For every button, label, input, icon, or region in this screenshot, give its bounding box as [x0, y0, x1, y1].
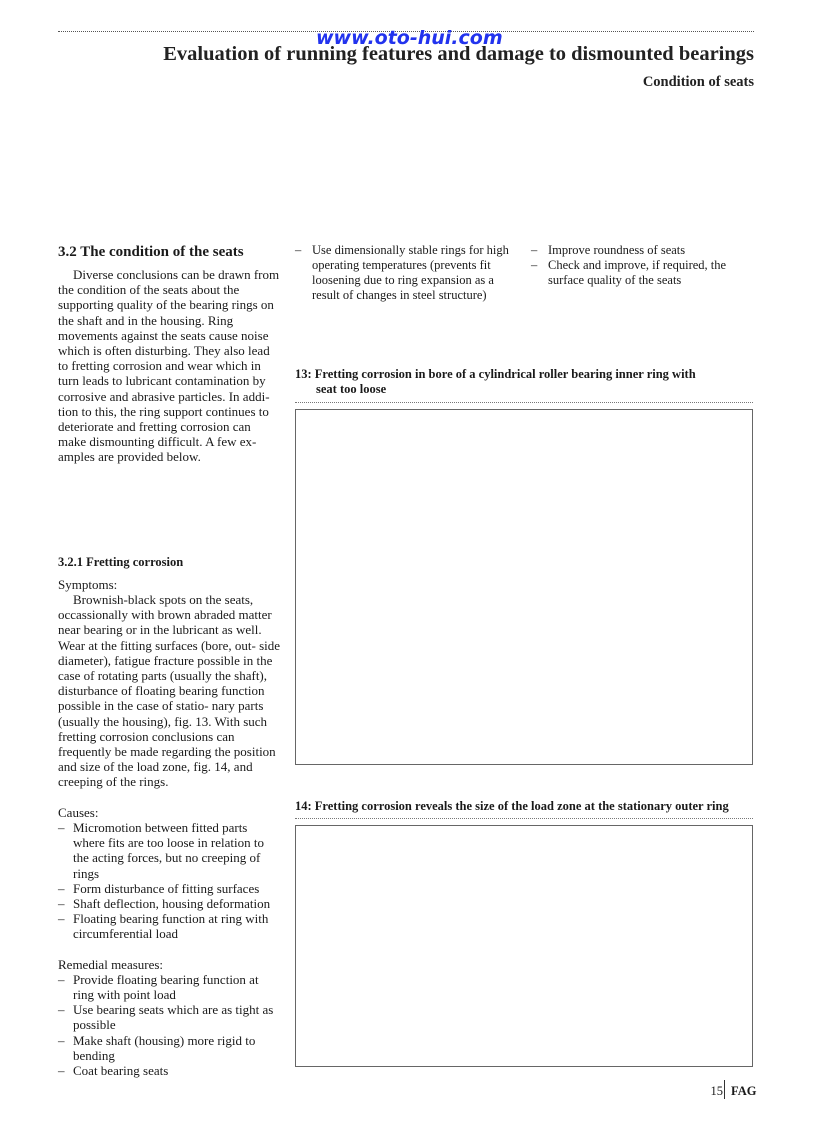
remedial-list	[58, 972, 282, 1078]
left-column	[58, 243, 282, 1078]
symptoms-body: Brownish-black spots on the seats, occassionally with brown abraded matter near bearing or in the lubricant as well. Wear at the fitting surfaces (bore, out- side diameter), fatigue fracture possible in the case of rotating parts (usually the shaft), disturbance of floating bearing function possible in the case of statio- nary parts (usually the housing), fig. 13. With such fretting corrosion conclusions can frequently be made regarding the position and size of the load zone, fig. 14, and creeping of the rings.	[58, 592, 281, 790]
brand-label: FAG	[731, 1084, 757, 1098]
figure-13-caption-line2: seat too loose	[316, 382, 387, 396]
list-item: – Improve roundness of seats	[531, 243, 754, 258]
list-item: – Use bearing seats which are as tight as possible	[58, 1002, 282, 1032]
watermark-link[interactable]: www.oto-hui.com	[316, 27, 503, 49]
list-item: – Coat bearing seats	[58, 1063, 282, 1078]
list-item: – Provide floating bearing function at ring with point load	[58, 972, 282, 1002]
page-subtitle: Condition of seats	[642, 74, 754, 90]
list-item: – Floating bearing function at ring with circumferential load	[58, 911, 282, 941]
section-heading-3-2: 3.2 The condition of the seats	[58, 244, 244, 260]
causes-list	[58, 820, 282, 942]
figure-13-caption-line1: 13: Fretting corrosion in bore of a cylindrical roller bearing inner ring with	[295, 367, 696, 381]
footer-divider	[724, 1080, 725, 1099]
figure-13-image	[295, 409, 753, 765]
section-heading-3-2-1: 3.2.1 Fretting corrosion	[58, 554, 184, 569]
figure-14-caption	[295, 799, 755, 814]
section-3-2-body: Diverse conclusions can be drawn from the condition of the seats about the supporting quality of the bearing rings on the shaft and in the housing. Ring movements against the seats cause noise which is often disturbing. They also lead to fretting corrosion and wear which in turn leads to lubricant contamination by corrosive and abrasive particles. In addi- tion to this, the ring support continues to deteriorate and fretting corrosion can make dismounting difficult. A few ex- amples are provided below.	[58, 267, 280, 465]
list-item: – Use dimensionally stable rings for high operating temperatures (prevents fit loosening due to ring expansion as a result of changes in steel structure)	[295, 243, 521, 303]
page-number: 15	[710, 1084, 723, 1098]
figure-13-caption	[295, 367, 755, 397]
list-item: – Make shaft (housing) more rigid to bending	[58, 1033, 282, 1063]
figure-14-image	[295, 825, 753, 1067]
page-title: Evaluation of running features and damage to dismounted bearings	[163, 43, 754, 65]
symptoms-label: Symptoms:	[58, 576, 118, 592]
remedial-list-continued	[295, 243, 521, 303]
figure-14-rule	[295, 818, 753, 819]
list-item: – Micromotion between fitted parts where fits are too loose in relation to the acting forces, but no creeping of rings	[58, 820, 282, 881]
remedial-label: Remedial measures:	[58, 956, 164, 972]
figure-13-rule	[295, 402, 753, 403]
list-item: – Check and improve, if required, the surface quality of the seats	[531, 258, 754, 288]
list-item: – Form disturbance of fitting surfaces	[58, 881, 282, 896]
right-column	[531, 243, 754, 288]
middle-column	[295, 243, 521, 303]
figure-14-caption-text: 14: Fretting corrosion reveals the size of the load zone at the stationary outer ring	[295, 799, 729, 813]
remedial-list-continued-2	[531, 243, 754, 288]
causes-label: Causes:	[58, 804, 99, 820]
list-item: – Shaft deflection, housing deformation	[58, 896, 282, 911]
